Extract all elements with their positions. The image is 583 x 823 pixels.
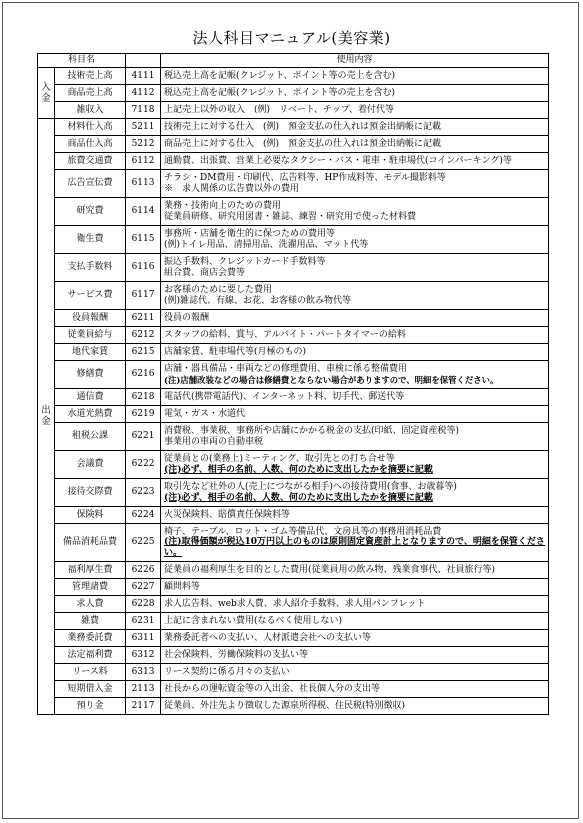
group-expense-label: 出金 [41, 405, 51, 427]
account-code: 6222 [126, 451, 161, 479]
table-row [38, 423, 549, 451]
account-code: 6117 [126, 282, 161, 310]
account-code: 6212 [126, 327, 161, 344]
account-description [161, 282, 549, 310]
account-description [161, 596, 549, 613]
account-description [161, 344, 549, 361]
account-name: 旅費交通費 [55, 153, 126, 170]
account-name: 研究費 [55, 198, 126, 226]
table-row [38, 344, 549, 361]
description-line: 上記に含まれない費用(なるべく使用しない) [164, 615, 343, 626]
description-line: 電話代(携帯電話代)、インターネット料、切手代、郵送代等 [164, 391, 405, 402]
account-name: 預り金 [55, 698, 126, 715]
account-name: 通信費 [55, 389, 126, 406]
account-description [161, 479, 549, 507]
table-row [38, 406, 549, 423]
description-line: 事務所・店舗を衛生的に保つための費用等 [164, 229, 336, 239]
account-description [161, 451, 549, 479]
table-row [38, 310, 549, 327]
account-code: 6227 [126, 579, 161, 596]
account-name: 修繕費 [55, 361, 126, 389]
account-description [161, 119, 549, 136]
description-line: 通勤費、出張費、営業上必要なタクシー・バス・電車・駐車場代(コインパーキング)等 [164, 155, 512, 166]
description-line: 求人広告料、web求人費、求人紹介手数料、求人用パンフレット [164, 598, 426, 609]
account-code: 6215 [126, 344, 161, 361]
description-line: 役員の報酬 [164, 312, 210, 323]
account-code: 6311 [126, 630, 161, 647]
account-name: 材料仕入高 [55, 119, 126, 136]
table-row [38, 102, 549, 119]
account-name: リース料 [55, 664, 126, 681]
account-code: 6313 [126, 664, 161, 681]
account-description [161, 102, 549, 119]
table-row [38, 85, 549, 102]
account-code: 6225 [126, 524, 161, 562]
description-note: (注)取得価額が税込10万円以上のものは原則固定資産計上となりますので、明細を保管ください。 [164, 537, 545, 558]
table-row [38, 524, 549, 562]
account-name: 会議費 [55, 451, 126, 479]
table-row [38, 153, 549, 170]
account-code: 6226 [126, 562, 161, 579]
description-line: 組合費、商店会費等 [164, 267, 246, 278]
description-line: 技術売上に対する仕入 (例) 預金支払の仕入れは預金出納帳に記載 [164, 121, 442, 132]
table-row [38, 254, 549, 282]
table-row [38, 136, 549, 153]
account-description [161, 579, 549, 596]
account-name: 備品消耗品費 [55, 524, 126, 562]
account-code: 5212 [126, 136, 161, 153]
account-name: 法定福利費 [55, 647, 126, 664]
account-code: 6112 [126, 153, 161, 170]
description-line: 上記売上以外の収入 (例) リベート、チップ、着付代等 [164, 104, 395, 115]
account-name: 短期借入金 [55, 681, 126, 698]
table-row [38, 507, 549, 524]
description-line: 業務・技術向上のための費用 [164, 201, 282, 211]
description-line: 従業員との(業務上)ミーティング、取引先との打ち合せ等 [164, 454, 395, 464]
account-code: 6312 [126, 647, 161, 664]
table-row [38, 664, 549, 681]
description-line: 事業用の車両の自動車税 [164, 436, 264, 447]
account-code: 6231 [126, 613, 161, 630]
account-code: 6116 [126, 254, 161, 282]
description-line: (例)トイレ用品、清掃用品、洗濯用品、マット代等 [164, 239, 369, 250]
account-description [161, 153, 549, 170]
table-row [38, 389, 549, 406]
account-name: 管理諸費 [55, 579, 126, 596]
account-description [161, 68, 549, 85]
account-code: 6223 [126, 479, 161, 507]
account-code: 6114 [126, 198, 161, 226]
description-line: チラシ・DM費用・印刷代、広告料等、HP作成料等、モデル撮影料等 [164, 173, 446, 183]
description-note: ※ 求人関係の広告費以外の費用 [164, 183, 300, 194]
account-description [161, 327, 549, 344]
account-description [161, 613, 549, 630]
description-line: 税込売上高を記帳(クレジット、ポイント等の売上を含む) [164, 87, 396, 98]
group-income [38, 68, 55, 119]
account-code: 6228 [126, 596, 161, 613]
description-line: 従業員の福利厚生を目的とした費用(従業員用の飲み物、残業食事代、社員旅行等) [164, 564, 496, 575]
account-name: 衛生費 [55, 226, 126, 254]
table-row [38, 282, 549, 310]
account-description [161, 681, 549, 698]
table-row [38, 119, 549, 136]
header-account: 科目名 [38, 54, 126, 68]
description-line: スタッフの給料、賞与、アルバイト・パートタイマーの給料 [164, 329, 406, 340]
account-description [161, 562, 549, 579]
description-line: 顧問料等 [164, 581, 201, 592]
description-line: お客様のために要した費用 [164, 285, 273, 295]
description-note: (注)必ず、相手の名前、人数、何のために支出したかを摘要に記載 [164, 492, 433, 503]
account-description [161, 389, 549, 406]
table-row [38, 479, 549, 507]
description-line: 振込手数料、クレジットカード手数料等 [164, 257, 326, 267]
account-description [161, 406, 549, 423]
table-row [38, 68, 549, 85]
description-line: 業務委託者への支払い、人材派遣会社への支払い等 [164, 632, 372, 643]
account-name: 支払手数料 [55, 254, 126, 282]
account-name: 技術売上高 [55, 68, 126, 85]
description-line: 税込売上高を記帳(クレジット、ポイント等の売上を含む) [164, 70, 396, 81]
account-description [161, 507, 549, 524]
account-description [161, 423, 549, 451]
account-code: 6219 [126, 406, 161, 423]
header-code [126, 54, 161, 68]
table-row [38, 647, 549, 664]
table-row [38, 198, 549, 226]
account-name: 広告宣伝費 [55, 170, 126, 198]
account-name: 雑費 [55, 613, 126, 630]
description-line: リース契約に係る月々の支払い [164, 666, 290, 677]
table-row [38, 170, 549, 198]
account-code: 5211 [126, 119, 161, 136]
account-manual-table [37, 53, 549, 715]
table-row [38, 681, 549, 698]
account-name: サービス費 [55, 282, 126, 310]
description-note: (注)店舗改装などの場合は修繕費とならない場合がありますので、明細を保管ください。 [164, 374, 499, 385]
account-name: 水道光熱費 [55, 406, 126, 423]
account-name: 求人費 [55, 596, 126, 613]
table-row [38, 698, 549, 715]
table-row [38, 361, 549, 389]
account-description [161, 226, 549, 254]
account-name: 福利厚生費 [55, 562, 126, 579]
group-income-label: 入金 [41, 81, 51, 104]
account-description [161, 254, 549, 282]
account-name: 租税公課 [55, 423, 126, 451]
account-description [161, 136, 549, 153]
page-title: 法人科目マニュアル(美容業) [192, 29, 391, 47]
description-line: 商品売上に対する仕入 (例) 預金支払の仕入れは預金出納帳に記載 [164, 138, 442, 149]
account-name: 商品仕入高 [55, 136, 126, 153]
account-code: 2113 [126, 681, 161, 698]
header-usage: 使用内容 [161, 54, 549, 68]
account-description [161, 361, 549, 389]
account-description [161, 664, 549, 681]
description-line: 従業員研修、研究用図書・雑誌、練習・研究用で使った材料費 [164, 211, 417, 222]
account-description [161, 698, 549, 715]
description-line: (例)雑誌代、有線、お花、お客様の飲み物代等 [164, 295, 352, 306]
account-description [161, 85, 549, 102]
account-code: 6221 [126, 423, 161, 451]
account-name: 地代家賃 [55, 344, 126, 361]
account-code: 4112 [126, 85, 161, 102]
account-description [161, 630, 549, 647]
account-name: 接待交際費 [55, 479, 126, 507]
account-code: 6218 [126, 389, 161, 406]
account-code: 2117 [126, 698, 161, 715]
account-name: 商品売上高 [55, 85, 126, 102]
account-name: 従業員給与 [55, 327, 126, 344]
account-description [161, 524, 549, 562]
account-description [161, 310, 549, 327]
account-name: 保険料 [55, 507, 126, 524]
description-line: 店舗・器具備品・車両などの修理費用、車検に係る整備費用 [164, 364, 408, 374]
header-row [38, 54, 549, 68]
group-expense [38, 119, 55, 715]
account-description [161, 198, 549, 226]
table-row [38, 562, 549, 579]
description-line: 椅子、テーブル、ロット・ゴム等備品代、文房具等の事務用消耗品費 [164, 526, 442, 537]
description-line: 消費税、事業税、事務所や店舗にかかる税金の支払(印紙、固定資産税等) [164, 426, 460, 436]
description-line: 取引先など社外の人(売上につながる相手)への接待費用(食事、お歳暮等) [164, 482, 457, 492]
description-line: 火災保険料、賠償責任保険料等 [164, 509, 291, 520]
account-code: 6216 [126, 361, 161, 389]
description-line: 社会保険料、労働保険料の支払い等 [164, 649, 309, 660]
table-row [38, 630, 549, 647]
account-name: 役員報酬 [55, 310, 126, 327]
account-code: 6224 [126, 507, 161, 524]
account-name: 雑収入 [55, 102, 126, 119]
table-row [38, 613, 549, 630]
account-description [161, 647, 549, 664]
description-line: 電気・ガス・水道代 [164, 408, 246, 419]
account-name: 業務委託費 [55, 630, 126, 647]
account-description [161, 170, 549, 198]
description-line: 従業員、外注先より徴収した源泉所得税、住民税(特別徴収) [164, 700, 406, 711]
account-code: 4111 [126, 68, 161, 85]
description-line: 社長からの運転資金等の入出金、社長個人分の支出等 [164, 683, 381, 694]
table-row [38, 596, 549, 613]
account-code: 6115 [126, 226, 161, 254]
account-code: 6211 [126, 310, 161, 327]
table-row [38, 579, 549, 596]
account-code: 7118 [126, 102, 161, 119]
account-code: 6113 [126, 170, 161, 198]
table-row [38, 226, 549, 254]
table-row [38, 327, 549, 344]
table-row [38, 451, 549, 479]
description-note: (注)必ず、相手の名前、人数、何のために支出したかを摘要に記載 [164, 464, 433, 475]
description-line: 店舗家賃、駐車場代等(月極のもの) [164, 346, 307, 357]
